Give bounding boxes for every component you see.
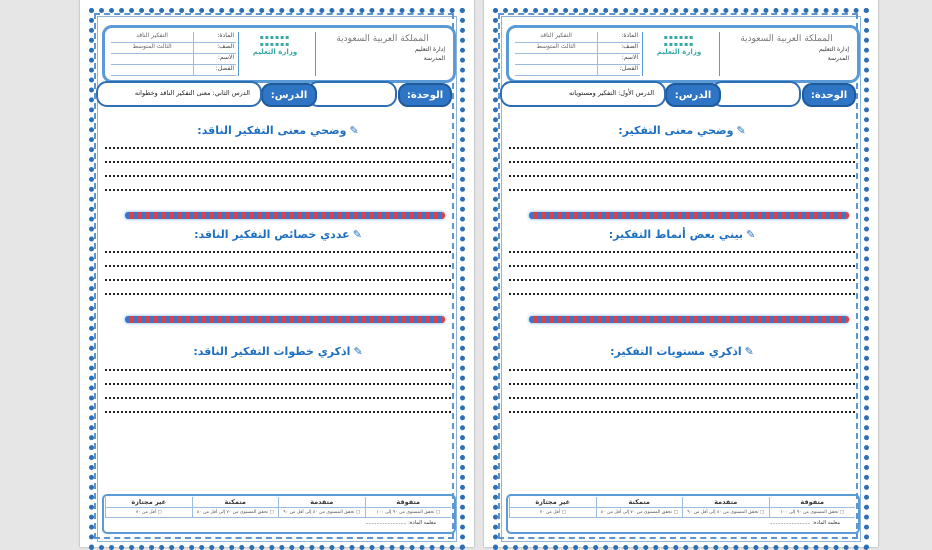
edu-admin-label: إدارة التعليم (819, 46, 849, 53)
answer-line[interactable] (105, 147, 451, 149)
worksheet-page-right (484, 0, 878, 547)
level-checkbox[interactable]: ▢ أقل من ٧٠ (509, 508, 596, 518)
field-row: الصف: الثالث المتوسط (111, 43, 236, 54)
ministry-emblem: المملكة العربية السعودية (336, 34, 429, 44)
logo-text: وزارة التعليم (656, 48, 702, 56)
header-divider (315, 32, 316, 76)
bead-divider (125, 316, 445, 323)
teacher-note: معلمة المادة: .......................... (769, 520, 840, 526)
answer-line[interactable] (105, 189, 451, 191)
pencil-icon: ✎ (349, 124, 359, 137)
field-row: الاسم: (515, 54, 640, 65)
answer-line[interactable] (509, 175, 855, 177)
level-label: متفوقة (769, 497, 856, 508)
answer-line[interactable] (509, 251, 855, 253)
checkbox-icon: ▢ (561, 510, 566, 515)
lesson-tag: الدرس: (665, 83, 721, 107)
answer-line[interactable] (105, 161, 451, 163)
logo-mark-icon: ▪▪▪▪▪▪ ▪▪▪▪▪▪ (259, 34, 291, 48)
lesson-field[interactable] (96, 81, 262, 107)
answer-line[interactable] (509, 161, 855, 163)
checkbox-icon: ▢ (157, 510, 162, 515)
school-label: المدرسة (827, 55, 849, 62)
answer-line[interactable] (105, 279, 451, 281)
answer-line[interactable] (105, 383, 451, 385)
question-2: ✎بيني بعض أنماط التفكير: (608, 228, 756, 241)
header-box (506, 25, 860, 83)
level-label: متقدمة (682, 497, 769, 508)
answer-line[interactable] (509, 189, 855, 191)
assessment-footer (102, 494, 456, 534)
question-1: ✎وضحي معنى التفكير الناقد: (197, 124, 359, 137)
level-checkbox[interactable]: ▢ تحقق المستوى من ٩٠ إلى ١٠٠ (365, 508, 452, 518)
checkbox-icon: ▢ (435, 510, 441, 515)
bead-divider (125, 212, 445, 219)
checkbox-icon: ▢ (673, 510, 678, 515)
field-row: الصف: الثالث المتوسط (515, 43, 640, 54)
checkbox-icon: ▢ (355, 510, 361, 515)
answer-line[interactable] (105, 265, 451, 267)
answer-line[interactable] (509, 147, 855, 149)
header-divider (719, 32, 720, 76)
answer-line[interactable] (105, 411, 451, 413)
header-box (102, 25, 456, 83)
answer-line[interactable] (105, 397, 451, 399)
header-fields (111, 32, 236, 76)
ministry-logo (240, 34, 310, 74)
level-checkbox[interactable]: ▢ أقل من ٧٠ (105, 508, 192, 518)
level-label: متفوقة (365, 497, 452, 508)
header-divider (238, 32, 239, 76)
level-label: متقدمة (278, 497, 365, 508)
question-3: ✎اذكري خطوات التفكير الناقد: (193, 345, 363, 358)
level-label: غير مجتازة (509, 497, 596, 508)
field-row: الاسم: (111, 54, 236, 65)
answer-line[interactable] (509, 293, 855, 295)
answer-line[interactable] (105, 369, 451, 371)
field-row: الفصل: (111, 65, 236, 76)
pencil-icon: ✎ (352, 228, 362, 241)
checkbox-icon: ▢ (839, 510, 845, 515)
answer-line[interactable] (509, 279, 855, 281)
unit-tag: الوحدة: (398, 83, 452, 107)
answer-line[interactable] (509, 383, 855, 385)
vertical-scrollbar[interactable] (918, 0, 932, 547)
unit-field[interactable] (307, 81, 397, 107)
header-divider (642, 32, 643, 76)
answer-line[interactable] (509, 411, 855, 413)
pencil-icon: ✎ (746, 228, 756, 241)
level-label: متمكنة (192, 497, 279, 508)
level-checkbox[interactable]: ▢ تحقق المستوى من ٧٠ إلى أقل من ٨٠ (596, 508, 683, 518)
lesson-tag: الدرس: (261, 83, 317, 107)
logo-text: وزارة التعليم (252, 48, 298, 56)
edu-admin-label: إدارة التعليم (415, 46, 445, 53)
bead-divider (529, 212, 849, 219)
bead-divider (529, 316, 849, 323)
lesson-field[interactable] (500, 81, 666, 107)
level-checkbox[interactable]: ▢ تحقق المستوى من ٧٠ إلى أقل من ٨٠ (192, 508, 279, 518)
question-2: ✎عددي خصائص التفكير الناقد: (194, 228, 362, 241)
pencil-icon: ✎ (744, 345, 754, 358)
level-label: غير مجتازة (105, 497, 192, 508)
level-checkbox[interactable]: ▢ تحقق المستوى من ٨٠ إلى أقل من ٩٠ (278, 508, 365, 518)
unit-field[interactable] (711, 81, 801, 107)
school-label: المدرسة (423, 55, 445, 62)
assessment-footer (506, 494, 860, 534)
logo-mark-icon: ▪▪▪▪▪▪ ▪▪▪▪▪▪ (663, 34, 695, 48)
level-checkbox[interactable]: ▢ تحقق المستوى من ٨٠ إلى أقل من ٩٠ (682, 508, 769, 518)
level-label: متمكنة (596, 497, 683, 508)
lesson-text: الدرس الثاني: معنى التفكير الناقد وخطواته (134, 89, 250, 97)
worksheet-page-left (80, 0, 474, 547)
answer-line[interactable] (509, 369, 855, 371)
field-row: المادة: التفكير الناقد (111, 32, 236, 43)
checkbox-icon: ▢ (759, 510, 765, 515)
unit-lesson-bar (102, 81, 452, 107)
pencil-icon: ✎ (736, 124, 746, 137)
unit-tag: الوحدة: (802, 83, 856, 107)
answer-line[interactable] (105, 175, 451, 177)
answer-line[interactable] (509, 397, 855, 399)
pencil-icon: ✎ (353, 345, 363, 358)
header-fields (515, 32, 640, 76)
level-checkbox[interactable]: ▢ تحقق المستوى من ٩٠ إلى ١٠٠ (769, 508, 856, 518)
header-right (320, 34, 445, 74)
teacher-note: معلمة المادة: .......................... (365, 520, 436, 526)
question-1: ✎وضحي معنى التفكير: (618, 124, 746, 137)
lesson-text: الدرس الأول: التفكير ومستوياته (568, 89, 654, 97)
ministry-logo (644, 34, 714, 74)
checkbox-icon: ▢ (269, 510, 274, 515)
field-row: الفصل: (515, 65, 640, 76)
answer-line[interactable] (509, 265, 855, 267)
answer-line[interactable] (105, 293, 451, 295)
header-right (724, 34, 849, 74)
question-3: ✎اذكري مستويات التفكير: (610, 345, 754, 358)
ministry-emblem: المملكة العربية السعودية (740, 34, 833, 44)
unit-lesson-bar (506, 81, 856, 107)
answer-line[interactable] (105, 251, 451, 253)
field-row: المادة: التفكير الناقد (515, 32, 640, 43)
